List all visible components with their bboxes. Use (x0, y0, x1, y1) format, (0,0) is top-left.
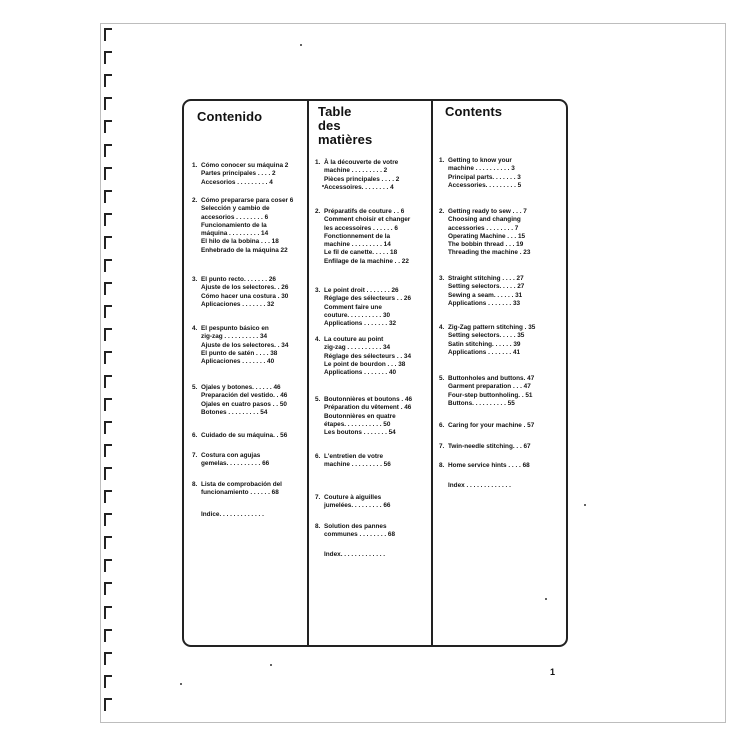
toc-entry: Solution des pannes (324, 523, 387, 530)
toc-entry: Partes principales . . . . 2 (201, 170, 276, 178)
section-number: 5. (439, 375, 445, 382)
section-number: 2. (315, 208, 321, 215)
scan-speck (584, 504, 586, 506)
section-number: 1. (315, 159, 321, 166)
toc-entry: Caring for your machine . 57 (448, 422, 535, 429)
toc-entry: Applications . . . . . . . 40 (324, 369, 397, 377)
section-number: 7. (439, 443, 445, 450)
toc-entry: Home service hints . . . . 68 (448, 462, 530, 469)
toc-entry: Accessoires. . . . . . . . 4 (324, 183, 394, 191)
toc-entry: Twin-needle stitching. . . 67 (448, 443, 531, 450)
binding-hole (104, 629, 112, 642)
section-number: 8. (315, 523, 321, 530)
toc-entry: Index. . . . . . . . . . . . . (324, 551, 386, 558)
binding-hole (104, 582, 112, 595)
section-number: 3. (315, 287, 321, 294)
toc-entry: Accessories. . . . . . . . . 5 (448, 181, 522, 189)
toc-entry: communes . . . . . . . . 68 (324, 531, 396, 539)
toc-entry: Cómo hacer una costura . 30 (201, 292, 289, 300)
binding-hole (104, 490, 112, 503)
binding-hole (104, 698, 112, 711)
toc-entry: Enfilage de la machine . . 22 (324, 257, 409, 265)
toc-entry: Setting selectors. . . . . 27 (448, 283, 525, 291)
toc-entry: Principal parts. . . . . . . 3 (448, 173, 521, 181)
toc-entry: Aplicaciones . . . . . . . 32 (201, 300, 275, 308)
toc-entry: Le point droit . . . . . . . 26 (324, 287, 399, 294)
section-number: 1. (192, 162, 198, 169)
section-number: 7. (192, 452, 198, 459)
section-number: 4. (439, 324, 445, 331)
scan-speck (322, 185, 324, 187)
toc-entry: Ajuste de los selectores. . 26 (201, 284, 289, 292)
section-number: 5. (315, 396, 321, 403)
toc-entry: Boutonnières et boutons . 46 (324, 396, 413, 403)
section-number: 4. (315, 336, 321, 343)
toc-entry: Costura con agujas (201, 452, 261, 459)
section-number: 2. (439, 208, 445, 215)
toc-entry: El pespunto básico en (201, 325, 269, 332)
toc-entry: accessories . . . . . . . . 7 (448, 224, 519, 232)
toc-entry: Buttonholes and buttons. 47 (448, 375, 535, 382)
binding-hole (104, 120, 112, 133)
toc-entry: Couture à aiguilles (324, 494, 382, 501)
binding-hole (104, 328, 112, 341)
section-number: 2. (192, 197, 198, 204)
toc-entry: Operating Machine . . . 15 (448, 232, 526, 240)
toc-entry: couture. . . . . . . . . . 30 (324, 311, 391, 319)
toc-entry: étapes. . . . . . . . . . . 50 (324, 420, 391, 428)
binding-hole (104, 190, 112, 203)
section-number: 7. (315, 494, 321, 501)
toc-entry: Index . . . . . . . . . . . . . (448, 482, 511, 489)
toc-entry: Les boutons . . . . . . . 54 (324, 429, 396, 437)
toc-entry: Applications . . . . . . . 41 (448, 348, 521, 356)
binding-hole (104, 351, 112, 364)
toc-entry: gemelas. . . . . . . . . . 66 (201, 460, 270, 468)
binding-holes (104, 28, 118, 718)
toc-entry: El punto recto. . . . . . . 26 (201, 276, 276, 283)
binding-hole (104, 97, 112, 110)
binding-hole (104, 236, 112, 249)
toc-entry: Getting to know your (448, 157, 512, 164)
toc-entry: Aplicaciones . . . . . . . 40 (201, 358, 275, 366)
binding-hole (104, 606, 112, 619)
binding-hole (104, 167, 112, 180)
binding-hole (104, 467, 112, 480)
binding-hole (104, 282, 112, 295)
section-number: 4. (192, 325, 198, 332)
binding-hole (104, 675, 112, 688)
toc-entry: Applications . . . . . . . 32 (324, 320, 397, 328)
section-number: 5. (192, 384, 198, 391)
toc-entry: jumelées. . . . . . . . . 66 (324, 502, 391, 510)
toc-entry: machine . . . . . . . . . 2 (324, 167, 388, 175)
binding-hole (104, 144, 112, 157)
binding-hole (104, 375, 112, 388)
toc-entry: Indice. . . . . . . . . . . . . (201, 511, 264, 518)
binding-hole (104, 28, 112, 41)
table-of-contents (182, 99, 568, 647)
section-number: 8. (192, 481, 198, 488)
toc-entry: L'entretien de votre (324, 453, 384, 460)
toc-entry: Lista de comprobación del (201, 481, 282, 488)
scan-speck (300, 44, 302, 46)
toc-entry: Satin stitching. . . . . . 39 (448, 340, 521, 348)
binding-hole (104, 652, 112, 665)
binding-hole (104, 51, 112, 64)
toc-entry: Buttons. . . . . . . . . . 55 (448, 399, 515, 407)
toc-entry: Choosing and changing (448, 216, 521, 224)
toc-entry: À la découverte de votre (324, 159, 399, 166)
column-title: Contenido (197, 109, 263, 124)
binding-hole (104, 513, 112, 526)
section-number: 1. (439, 157, 445, 164)
toc-entry: Cuidado de su máquina. . 56 (201, 432, 288, 439)
toc-entry: Zig-Zag pattern stitching . 35 (448, 324, 536, 331)
scan-speck (180, 683, 182, 685)
toc-entry: Applications . . . . . . . 33 (448, 299, 521, 307)
toc-entry: La couture au point (324, 336, 384, 343)
toc-entry: Sewing a seam. . . . . . 31 (448, 291, 523, 299)
section-number: 6. (439, 422, 445, 429)
toc-entry: Préparation du vêtement . 46 (324, 404, 412, 412)
toc-entry: Cómo prepararse para coser 6 (201, 197, 294, 204)
section-number: 3. (192, 276, 198, 283)
toc-entry: Préparatifs de couture . . 6 (324, 208, 405, 215)
binding-hole (104, 398, 112, 411)
toc-entry: zig-zag . . . . . . . . . . 34 (201, 333, 268, 341)
toc-entry: Threading the machine . 23 (448, 249, 531, 257)
column-divider (307, 101, 309, 645)
toc-entry: Ajuste de los selectores. . 34 (201, 341, 289, 349)
toc-entry: Le point de bourdon . . . 38 (324, 360, 406, 368)
toc-entry: Straight stitching . . . . 27 (448, 275, 524, 282)
toc-entry: The bobbin thread . . . 19 (448, 241, 524, 249)
toc-entry: Funcionamiento de la (201, 221, 267, 229)
scan-speck (270, 664, 272, 666)
binding-hole (104, 305, 112, 318)
column-title: Table des matières (318, 104, 373, 147)
binding-hole (104, 444, 112, 457)
section-number: 3. (439, 275, 445, 282)
toc-entry: El punto de satén . . . . 38 (201, 349, 278, 357)
toc-entry: Ojales y botones. . . . . . 46 (201, 384, 281, 391)
binding-hole (104, 559, 112, 572)
toc-entry: El hilo de la bobina . . . 18 (201, 238, 279, 246)
toc-entry: Fonctionnement de la (324, 232, 391, 240)
binding-hole (104, 421, 112, 434)
toc-entry: machine . . . . . . . . . . 3 (448, 165, 515, 173)
toc-entry: Réglage des sélecteurs . . 34 (324, 352, 412, 360)
toc-entry: accesorios . . . . . . . . 6 (201, 213, 269, 221)
binding-hole (104, 536, 112, 549)
binding-hole (104, 259, 112, 272)
toc-entry: Pièces principales . . . . 2 (324, 175, 400, 183)
column-title: Contents (445, 104, 503, 119)
toc-entry: Setting selectors. . . . . 35 (448, 332, 525, 340)
toc-entry: funcionamiento . . . . . . 68 (201, 489, 279, 497)
toc-entry: Preparación del vestido. . 46 (201, 392, 288, 400)
toc-entry: Four-step buttonholing. . 51 (448, 391, 533, 399)
toc-entry: Getting ready to sew . . . 7 (448, 208, 527, 215)
toc-entry: máquina . . . . . . . . . 14 (201, 230, 269, 238)
toc-entry: machine . . . . . . . . . 14 (324, 241, 391, 249)
toc-entry: zig-zag . . . . . . . . . . 34 (324, 344, 391, 352)
binding-hole (104, 74, 112, 87)
toc-entry: Réglage des sélecteurs . . 26 (324, 295, 412, 303)
toc-entry: Cómo conocer su máquina 2 (201, 162, 289, 169)
toc-entry: Accesorios . . . . . . . . . 4 (201, 178, 273, 186)
binding-hole (104, 213, 112, 226)
scan-speck (545, 598, 547, 600)
toc-entry: les accessoires . . . . . . 6 (324, 224, 398, 232)
section-number: 6. (192, 432, 198, 439)
toc-entry: Selección y cambio de (201, 205, 270, 213)
column-divider (431, 101, 433, 645)
toc-entry: machine . . . . . . . . . 56 (324, 461, 391, 469)
toc-entry: Ojales en cuatro pasos . . 50 (201, 400, 287, 408)
toc-entry: Comment faire une (324, 303, 382, 311)
toc-entry: Boutonnières en quatre (324, 412, 396, 420)
toc-entry: Enhebrado de la máquina 22 (201, 246, 288, 254)
toc-entry: Le fil de canette. . . . . 18 (324, 249, 398, 257)
section-number: 8. (439, 462, 445, 469)
page-number: 1 (550, 667, 556, 677)
section-number: 6. (315, 453, 321, 460)
toc-entry: Comment choisir et changer (324, 216, 411, 224)
toc-entry: Garment preparation . . . 47 (448, 383, 531, 391)
toc-entry: Botones . . . . . . . . . 54 (201, 408, 268, 416)
